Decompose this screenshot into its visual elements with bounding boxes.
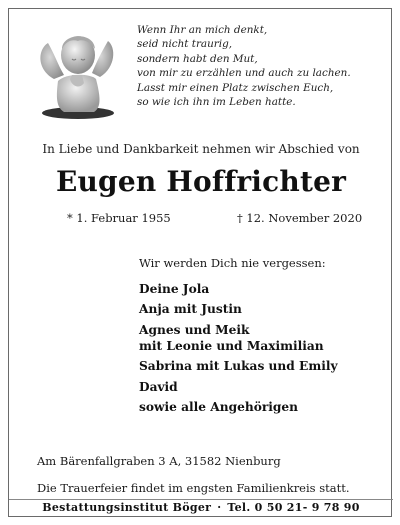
undertaker-phone: Tel. 0 50 21- 9 78 90 [227,501,360,514]
poem-line: Lasst mir einen Platz zwischen Euch, [137,81,334,94]
mourner-line: Sabrina mit Lukas und Emily [139,359,338,374]
poem-line: Wenn Ihr an mich denkt, [137,24,268,36]
mourner-group [139,380,338,396]
poem [137,23,389,109]
mourner-line: mit Leonie und Maximilian [139,338,324,353]
undertaker-name: Bestattungsinstitut Böger [42,501,212,514]
obituary-notice [8,8,392,517]
mourner-group [139,323,338,355]
mourners-list [139,282,338,420]
mourner-group [139,282,338,298]
poem-line: von mir zu erzählen und auch zu lachen. [137,67,351,80]
death-date: † 12. November 2020 [237,211,363,225]
birth-date: * 1. Februar 1955 [67,211,171,225]
mourner-group [139,400,338,416]
mourner-line: Anja mit Justin [139,302,242,317]
farewell-intro: In Liebe und Dankbarkeit nehmen wir Abschied von [42,142,360,156]
never-forget-line: Wir werden Dich nie vergessen: [139,256,326,270]
mourner-line: Deine Jola [139,282,210,296]
family-address: Am Bärenfallgraben 3 A, 31582 Nienburg [37,454,281,468]
mourner-line: David [139,379,178,394]
deceased-name: Eugen Hoffrichter [55,165,347,198]
poem-line: seid nicht traurig, [137,38,233,51]
poem-line: sondern habt den Mut, [137,52,258,65]
mourner-group [139,302,338,318]
poem-line: so wie ich ihn im Leben hatte. [137,96,296,109]
mourner-line: sowie alle Angehörigen [139,399,299,414]
mourner-group [139,359,338,375]
cherub-angel-icon [34,19,119,121]
mourner-line: Agnes und Meik [139,322,250,337]
funeral-notice: Die Trauerfeier findet im engsten Familienkreis statt. [37,481,350,495]
undertaker-footer [9,500,393,516]
footer-separator: · [217,501,222,514]
